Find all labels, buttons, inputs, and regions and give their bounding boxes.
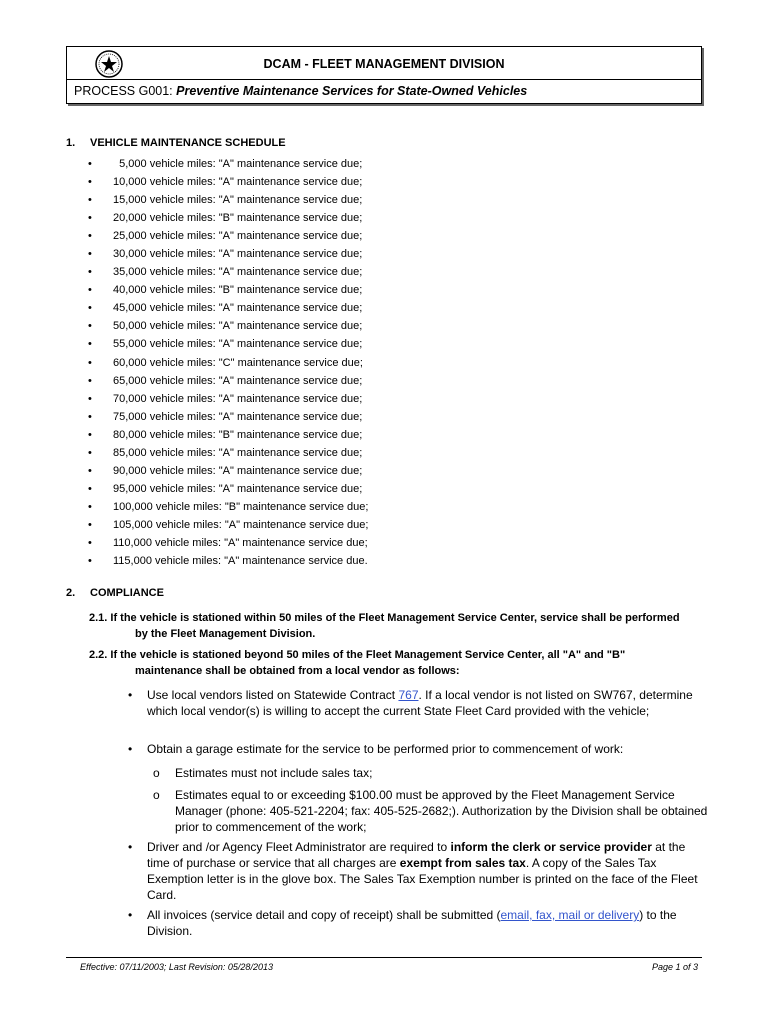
schedule-item-text: 80,000 vehicle miles: "B" maintenance service due; xyxy=(113,428,363,441)
subsection-text: 2.2. If the vehicle is stationed beyond 50 miles of the Fleet Management Service Center, all "A" and "B" xyxy=(89,649,626,661)
paragraph-text: Estimates must not include sales tax; xyxy=(175,766,373,780)
sub-list-item xyxy=(153,787,708,835)
schedule-item-text: 65,000 vehicle miles: "A" maintenance service due; xyxy=(113,374,363,387)
schedule-item-text: 45,000 vehicle miles: "A" maintenance service due; xyxy=(113,302,363,315)
subsection-2-2 xyxy=(89,647,709,679)
paragraph-text: Driver and /or Agency Fleet Administrator are required to xyxy=(147,840,451,854)
subsection-2-1 xyxy=(89,610,709,642)
sub-list-item xyxy=(153,765,708,781)
paragraph-text: at the time of purchase or service that all charges are xyxy=(147,840,686,870)
bullet-icon: • xyxy=(88,158,92,170)
paragraph-text: . If a local vendor is not listed on SW767, determine which local vendor(s) is willing to accept the current State Fleet Card provided with the vehicle; xyxy=(147,688,693,718)
process-label: PROCESS G001: xyxy=(74,84,177,98)
schedule-item-text: 100,000 vehicle miles: "B" maintenance service due; xyxy=(113,500,369,513)
schedule-item-text: 40,000 vehicle miles: "B" maintenance service due; xyxy=(113,284,363,297)
subsection-text: by the Fleet Management Division. xyxy=(135,628,316,640)
bullet-icon: • xyxy=(88,518,92,531)
schedule-item-text: 60,000 vehicle miles: "C" maintenance service due; xyxy=(113,356,363,369)
bullet-icon: • xyxy=(88,464,92,477)
bullet-icon: • xyxy=(128,688,133,702)
document-header xyxy=(66,46,702,104)
bullet-icon: • xyxy=(88,212,92,225)
emphasis-text: inform the clerk or service provider xyxy=(450,840,652,854)
section-number: 1. xyxy=(66,137,76,149)
bullet-icon: • xyxy=(88,374,92,387)
bullet-icon: • xyxy=(88,338,92,351)
bullet-icon: • xyxy=(128,908,133,922)
schedule-item-text: 35,000 vehicle miles: "A" maintenance service due; xyxy=(113,266,363,279)
bullet-icon: • xyxy=(88,482,92,495)
section-title: COMPLIANCE xyxy=(90,587,164,599)
bullet-icon: • xyxy=(88,500,92,513)
bullet-icon: • xyxy=(88,446,92,459)
list-item xyxy=(128,741,708,757)
schedule-item-text: 110,000 vehicle miles: "A" maintenance service due; xyxy=(113,536,368,549)
header-shadow-bottom xyxy=(68,104,704,106)
schedule-item-text: 25,000 vehicle miles: "A" maintenance service due; xyxy=(113,230,363,243)
footer-effective-date: Effective: 07/11/2003; Last Revision: 05/28/2013 xyxy=(80,962,273,972)
schedule-item-text: 5,000 vehicle miles: "A" maintenance service due; xyxy=(113,158,363,170)
schedule-item-text: 115,000 vehicle miles: "A" maintenance service due. xyxy=(113,555,368,568)
list-item xyxy=(128,839,708,903)
schedule-item-text: 75,000 vehicle miles: "A" maintenance service due; xyxy=(113,410,363,423)
section-title: VEHICLE MAINTENANCE SCHEDULE xyxy=(90,137,286,149)
bullet-icon: • xyxy=(88,536,92,549)
paragraph-text: ) to the Division. xyxy=(147,908,677,938)
process-title: Preventive Maintenance Services for State-Owned Vehicles xyxy=(176,84,528,98)
section-1-heading xyxy=(66,137,286,149)
schedule-item-text: 70,000 vehicle miles: "A" maintenance service due; xyxy=(113,392,363,405)
subsection-text: 2.1. If the vehicle is stationed within 50 miles of the Fleet Management Service Center, service shall be performed xyxy=(89,612,680,624)
bullet-icon: • xyxy=(88,392,92,405)
schedule-item-text: 10,000 vehicle miles: "A" maintenance service due; xyxy=(113,176,363,189)
schedule-item-text: 85,000 vehicle miles: "A" maintenance service due; xyxy=(113,446,363,459)
schedule-item-text: 95,000 vehicle miles: "A" maintenance service due; xyxy=(113,482,363,495)
bullet-icon: • xyxy=(88,356,92,369)
bullet-icon: • xyxy=(88,194,92,207)
schedule-item-text: 15,000 vehicle miles: "A" maintenance service due; xyxy=(113,194,363,207)
paragraph-text: All invoices (service detail and copy of receipt) shall be submitted ( xyxy=(147,908,501,922)
circle-bullet-icon: o xyxy=(153,766,160,780)
bullet-icon: • xyxy=(88,176,92,189)
list-item xyxy=(128,687,708,719)
submission-methods-link[interactable]: email, fax, mail or delivery xyxy=(500,908,640,922)
paragraph-text: Use local vendors listed on Statewide Contract xyxy=(147,688,399,702)
paragraph-text: Estimates equal to or exceeding $100.00 must be approved by the Fleet Management Service Manager (phone: 405-521-2204; fax: 405-525-2682;). Authorization by the Division shall be obtained prior to commencement of the work; xyxy=(175,788,708,834)
bullet-icon: • xyxy=(88,302,92,315)
header-title-row xyxy=(67,47,701,80)
bullet-icon: • xyxy=(88,428,92,441)
emphasis-text: exempt from sales tax xyxy=(399,856,526,870)
process-title-row xyxy=(67,80,701,102)
paragraph-text: Obtain a garage estimate for the service to be performed prior to commencement of work: xyxy=(147,742,624,756)
bullet-icon: • xyxy=(88,248,92,261)
org-title: DCAM - FLEET MANAGEMENT DIVISION xyxy=(263,57,505,71)
list-item xyxy=(128,907,708,939)
footer-divider xyxy=(66,957,702,958)
schedule-item-text: 50,000 vehicle miles: "A" maintenance service due; xyxy=(113,320,363,333)
section-number: 2. xyxy=(66,587,76,599)
section-2-heading xyxy=(66,587,164,599)
bullet-icon: • xyxy=(88,410,92,423)
bullet-icon: • xyxy=(88,230,92,243)
bullet-icon: • xyxy=(88,266,92,279)
subsection-text: maintenance shall be obtained from a local vendor as follows: xyxy=(135,665,460,677)
footer-page-number: Page 1 of 3 xyxy=(652,962,699,972)
bullet-icon: • xyxy=(128,742,133,756)
header-shadow-right xyxy=(702,48,704,106)
schedule-item-text: 90,000 vehicle miles: "A" maintenance service due; xyxy=(113,464,363,477)
schedule-item-text: 20,000 vehicle miles: "B" maintenance service due; xyxy=(113,212,363,225)
bullet-icon: • xyxy=(128,840,133,854)
schedule-item-text: 30,000 vehicle miles: "A" maintenance service due; xyxy=(113,248,363,261)
contract-767-link[interactable]: 767 xyxy=(398,688,419,702)
bullet-icon: • xyxy=(88,284,92,297)
schedule-item-text: 55,000 vehicle miles: "A" maintenance service due; xyxy=(113,338,363,351)
bullet-icon: • xyxy=(88,320,92,333)
circle-bullet-icon: o xyxy=(153,788,160,802)
bullet-icon: • xyxy=(88,555,92,568)
paragraph-text: . A copy of the Sales Tax Exemption letter is in the glove box. The Sales Tax Exemption number is printed on the face of the Fleet Card. xyxy=(147,856,698,902)
schedule-item-text: 105,000 vehicle miles: "A" maintenance service due; xyxy=(113,518,369,531)
